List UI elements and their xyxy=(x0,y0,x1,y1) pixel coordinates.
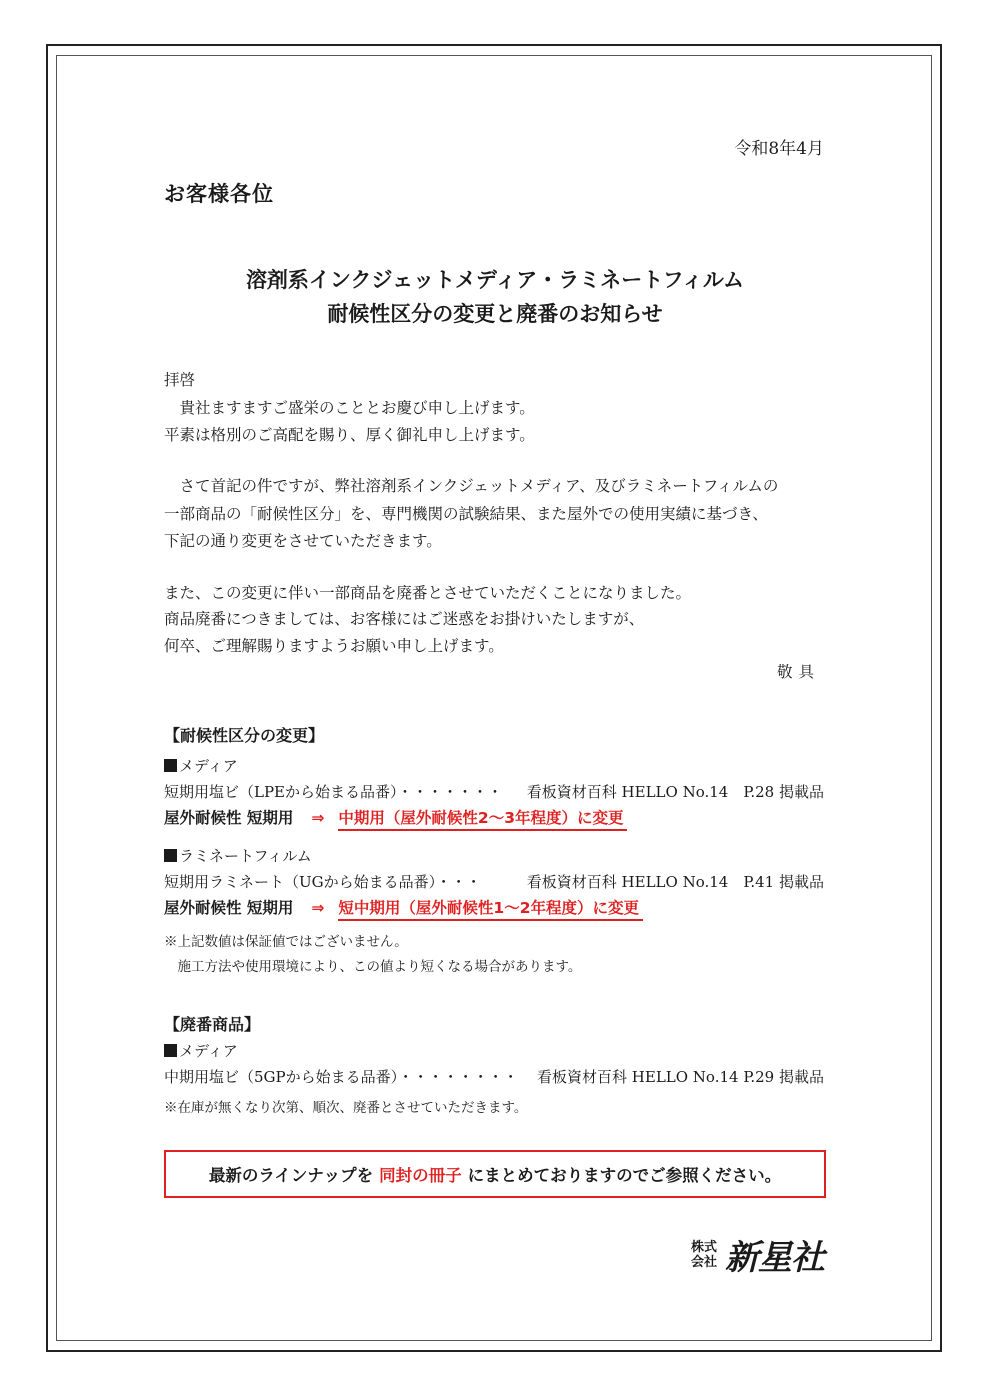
new-category: 中期用（屋外耐候性2～3年程度）に変更 xyxy=(338,809,627,831)
note: ※在庫が無くなり次第、順次、廃番とさせていただきます。 xyxy=(164,1100,528,1116)
body-text: 一部商品の「耐候性区分」を、専門機関の試験結果、また屋外での使用実績に基づき、 xyxy=(164,505,768,523)
change-row: 屋外耐候性 短期用 ⇒ 中期用（屋外耐候性2～3年程度）に変更 xyxy=(164,806,627,828)
square-bullet-icon xyxy=(164,759,177,772)
inner-border xyxy=(56,55,932,1341)
note: 施工方法や使用環境により、この値より短くなる場合があります。 xyxy=(164,959,582,975)
square-bullet-icon xyxy=(164,849,177,862)
salutation: 拝啓 xyxy=(164,371,196,389)
product-row: 短期用ラミネート（UGから始まる品番）・・・ 看板資材百科 HELLO No.14 P.41 掲載品 xyxy=(164,873,824,891)
product-row: 短期用塩ビ（LPEから始まる品番）・・・・・・・ 看板資材百科 HELLO No.14 P.28 掲載品 xyxy=(164,783,824,801)
square-bullet-icon xyxy=(164,1044,177,1057)
change-row: 屋外耐候性 短期用 ⇒ 短中期用（屋外耐候性1～2年程度）に変更 xyxy=(164,896,643,918)
title-line-1: 溶剤系インクジェットメディア・ラミネートフィルム xyxy=(245,268,745,292)
company-name: 新星社 xyxy=(725,1238,824,1278)
sub-heading-media: メディア xyxy=(164,1040,238,1061)
body-text: 下記の通り変更をさせていただきます。 xyxy=(164,532,442,550)
product-row: 中期用塩ビ（5GPから始まる品番）・・・・・・・・ 看板資材百科 HELLO No.14 P.29 掲載品 xyxy=(164,1068,824,1086)
body-text: 貴社ますますご盛栄のこととお慶び申し上げます。 xyxy=(164,399,535,417)
notice-highlight: 同封の冊子 xyxy=(379,1166,462,1185)
company-logo: 株式 会社 新星社 xyxy=(689,1230,824,1279)
sub-heading-laminate: ラミネートフィルム xyxy=(164,845,312,866)
section-heading-change: 【耐候性区分の変更】 xyxy=(164,726,325,745)
body-text: さて首記の件ですが、弊社溶剤系インクジェットメディア、及びラミネートフィルムの xyxy=(164,477,779,495)
notice-box: 最新のラインナップを 同封の冊子 にまとめておりますのでご参照ください。 xyxy=(164,1150,826,1198)
body-text: 平素は格別のご高配を賜り、厚く御礼申し上げます。 xyxy=(164,426,535,444)
body-text: また、この変更に伴い一部商品を廃番とさせていただくことになりました。 xyxy=(164,584,692,602)
new-category: 短中期用（屋外耐候性1～2年程度）に変更 xyxy=(338,899,643,921)
addressee: お客様各位 xyxy=(164,181,274,206)
note: ※上記数値は保証値ではございません。 xyxy=(164,934,408,950)
title-line-2: 耐候性区分の変更と廃番のお知らせ xyxy=(327,302,663,326)
body-text: 商品廃番につきましては、お客様にはご迷惑をお掛けいたしますが、 xyxy=(164,610,645,628)
document-date: 令和8年4月 xyxy=(734,139,824,159)
arrow-icon: ⇒ xyxy=(311,899,325,917)
closing: 敬具 xyxy=(776,663,820,681)
sub-heading-media: メディア xyxy=(164,755,238,776)
arrow-icon: ⇒ xyxy=(311,809,325,827)
section-heading-discontinued: 【廃番商品】 xyxy=(164,1015,261,1034)
body-text: 何卒、ご理解賜りますようお願い申し上げます。 xyxy=(164,637,504,655)
